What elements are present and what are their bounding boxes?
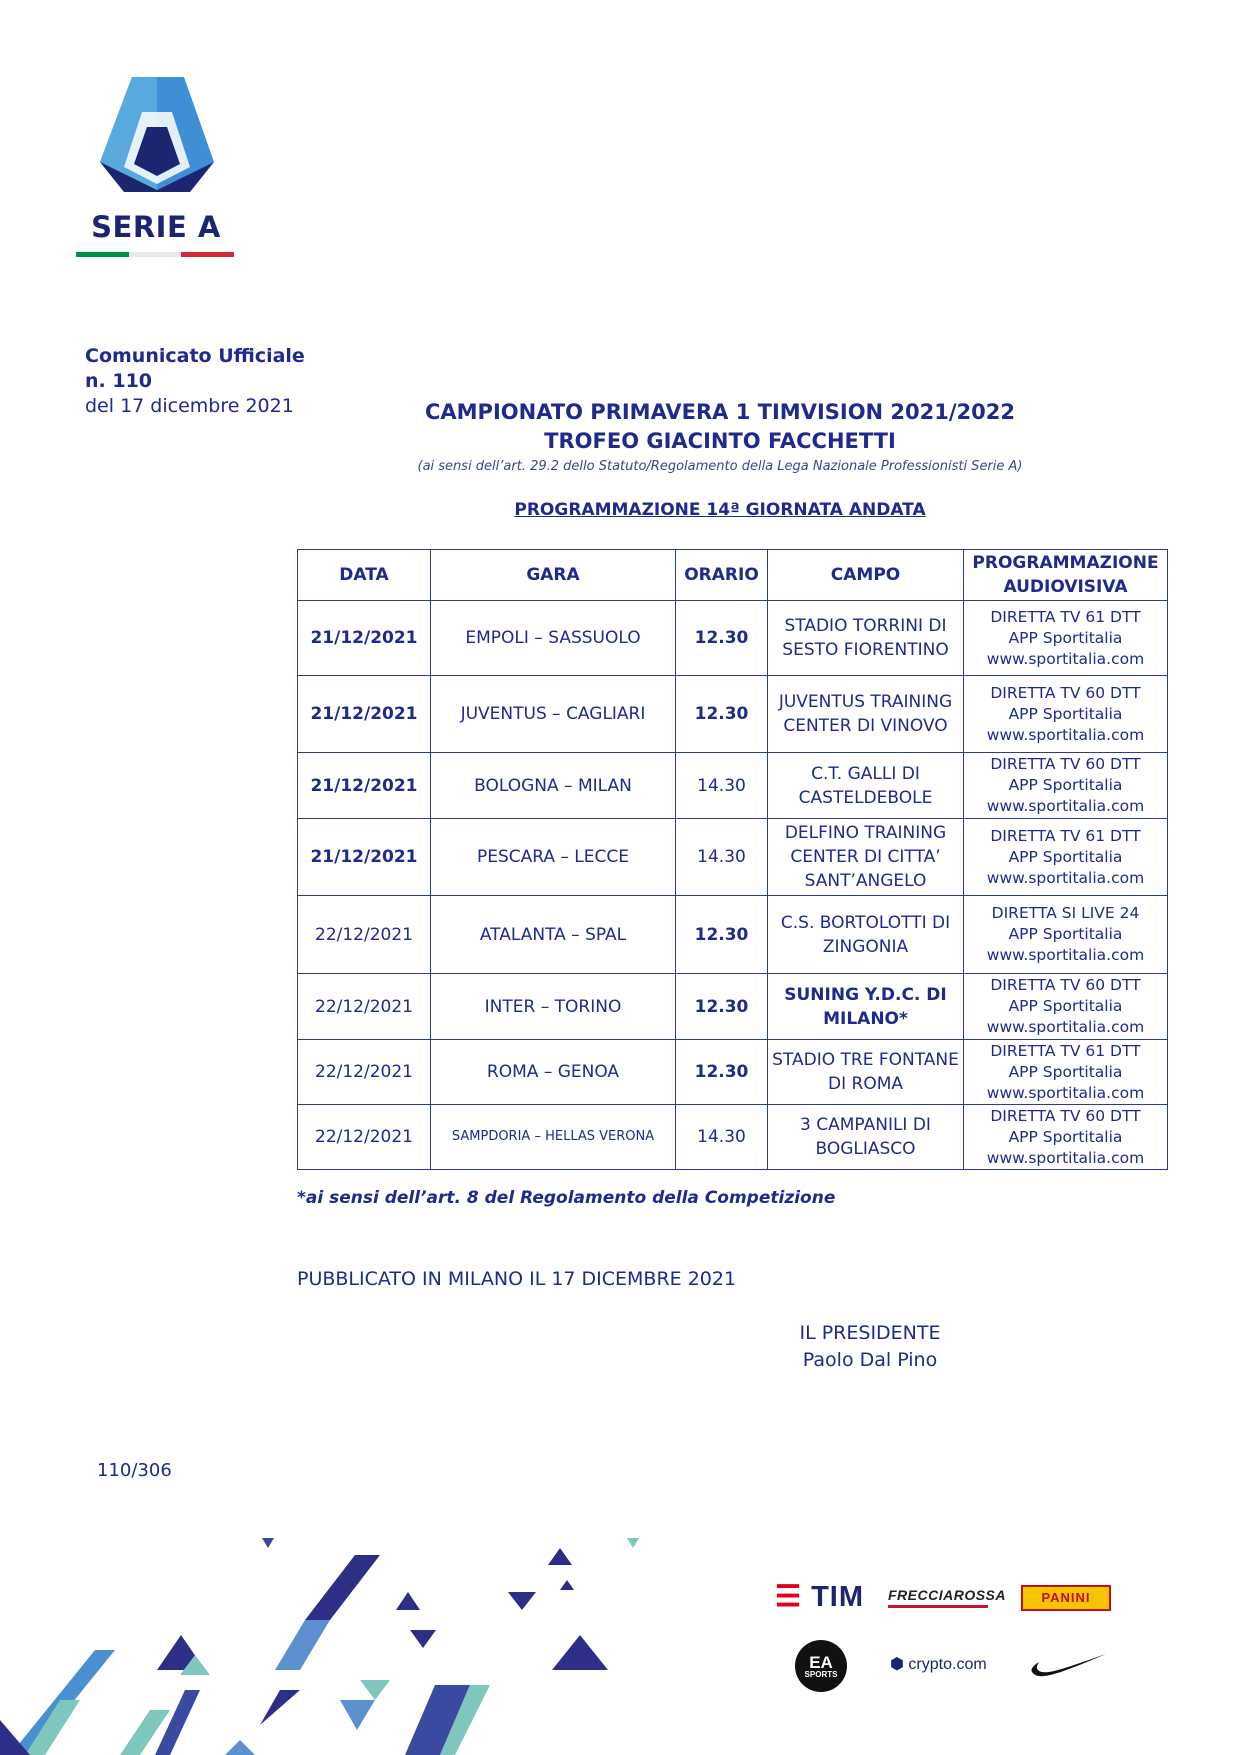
broadcast-channel: DIRETTA TV 61 DTT [990, 1041, 1141, 1060]
cell-date: 21/12/2021 [298, 753, 431, 819]
frecciarossa-logo: FRECCIAROSSA [888, 1587, 1007, 1603]
broadcast-channel: DIRETTA TV 60 DTT [990, 976, 1141, 994]
cell-broadcast [964, 601, 1168, 676]
cell-venue: DELFINO TRAINING CENTER DI CITTA’ SANT’ANGELO [768, 819, 964, 896]
published-line: PUBBLICATO IN MILANO IL 17 DICEMBRE 2021 [297, 1268, 737, 1290]
cell-match: JUVENTUS – CAGLIARI [431, 676, 676, 753]
italian-flag-bar [76, 252, 234, 257]
broadcast-app: APP Sportitalia [1008, 628, 1123, 647]
schedule-table [297, 549, 1168, 1170]
cell-broadcast [964, 819, 1168, 896]
cell-broadcast [964, 1040, 1168, 1105]
crypto-shield-icon: ⬢ [890, 1656, 904, 1673]
cell-match: PESCARA – LECCE [431, 819, 676, 896]
cell-venue: JUVENTUS TRAINING CENTER DI VINOVO [768, 676, 964, 753]
ea-sub-text: SPORTS [804, 1670, 838, 1679]
crypto-text: crypto.com [908, 1656, 987, 1673]
cell-time: 12.30 [676, 974, 768, 1040]
broadcast-channel: DIRETTA TV 61 DTT [990, 826, 1141, 845]
broadcast-app: APP Sportitalia [1008, 704, 1123, 723]
header-data: DATA [298, 550, 431, 601]
cell-broadcast [964, 676, 1168, 753]
cell-venue: 3 CAMPANILI DI BOGLIASCO [768, 1105, 964, 1170]
cell-time: 12.30 [676, 1040, 768, 1105]
cell-match: ATALANTA – SPAL [431, 896, 676, 974]
broadcast-channel: DIRETTA TV 60 DTT [990, 1106, 1141, 1125]
table-row [298, 1040, 1168, 1105]
broadcast-channel: DIRETTA TV 61 DTT [990, 607, 1141, 626]
cell-match: EMPOLI – SASSUOLO [431, 601, 676, 676]
tim-logo [775, 1579, 864, 1614]
cell-time: 12.30 [676, 601, 768, 676]
page-number: 110/306 [97, 1460, 172, 1481]
table-row [298, 676, 1168, 753]
signature-name: Paolo Dal Pino [802, 1349, 938, 1371]
cell-broadcast [964, 1105, 1168, 1170]
header-campo: CAMPO [768, 550, 964, 601]
broadcast-url: www.sportitalia.com [986, 797, 1145, 815]
table-row [298, 896, 1168, 974]
cell-match: BOLOGNA – MILAN [431, 753, 676, 819]
cell-venue: C.S. BORTOLOTTI DI ZINGONIA [768, 896, 964, 974]
broadcast-url: www.sportitalia.com [986, 649, 1145, 668]
cell-date: 22/12/2021 [298, 1040, 431, 1105]
cell-match: SAMPDORIA – HELLAS VERONA [431, 1105, 676, 1170]
communique-header [85, 344, 305, 419]
cell-match: INTER – TORINO [431, 974, 676, 1040]
broadcast-url: www.sportitalia.com [986, 725, 1145, 744]
header-programmazione: PROGRAMMAZIONE AUDIOVISIVA [964, 550, 1168, 601]
page-title: CAMPIONATO PRIMAVERA 1 TIMVISION 2021/2022 [425, 400, 1015, 424]
broadcast-url: www.sportitalia.com [986, 868, 1145, 887]
communique-date: del 17 dicembre 2021 [85, 395, 294, 417]
signature-block [770, 1320, 970, 1374]
frecciarossa-underline [888, 1605, 988, 1608]
cell-broadcast [964, 896, 1168, 974]
broadcast-app: APP Sportitalia [1008, 925, 1123, 943]
crypto-logo [890, 1654, 987, 1674]
table-header-row [298, 550, 1168, 601]
cell-date: 22/12/2021 [298, 1105, 431, 1170]
broadcast-app: APP Sportitalia [1008, 847, 1123, 866]
nike-swoosh-icon [1030, 1650, 1108, 1680]
logo-text: SERIE A [91, 210, 221, 244]
cell-time: 14.30 [676, 819, 768, 896]
broadcast-app: APP Sportitalia [1008, 997, 1123, 1015]
broadcast-channel: DIRETTA TV 60 DTT [990, 755, 1141, 773]
cell-date: 22/12/2021 [298, 974, 431, 1040]
ea-sports-logo [795, 1640, 847, 1692]
broadcast-app: APP Sportitalia [1008, 776, 1123, 794]
cell-time: 12.30 [676, 676, 768, 753]
broadcast-channel: DIRETTA SI LIVE 24 [991, 904, 1140, 922]
cell-venue: SUNING Y.D.C. DI MILANO* [768, 974, 964, 1040]
cell-date: 21/12/2021 [298, 676, 431, 753]
cell-venue: C.T. GALLI DI CASTELDEBOLE [768, 753, 964, 819]
panini-logo: PANINI [1021, 1585, 1111, 1611]
cell-time: 14.30 [676, 1105, 768, 1170]
tim-mark-icon: ☰ [775, 1581, 802, 1613]
page-subtitle: TROFEO GIACINTO FACCHETTI [544, 429, 896, 453]
broadcast-app: APP Sportitalia [1008, 1127, 1123, 1146]
communique-number: n. 110 [85, 370, 153, 392]
table-row [298, 974, 1168, 1040]
table-row [298, 819, 1168, 896]
cell-broadcast [964, 753, 1168, 819]
cell-date: 21/12/2021 [298, 601, 431, 676]
cell-venue: STADIO TORRINI DI SESTO FIORENTINO [768, 601, 964, 676]
cell-broadcast [964, 974, 1168, 1040]
table-row [298, 1105, 1168, 1170]
broadcast-channel: DIRETTA TV 60 DTT [990, 683, 1141, 702]
ea-text: EA [809, 1653, 833, 1672]
cell-match: ROMA – GENOA [431, 1040, 676, 1105]
cell-date: 22/12/2021 [298, 896, 431, 974]
cell-time: 14.30 [676, 753, 768, 819]
decorative-triangles-icon [0, 1510, 640, 1755]
footnote: *ai sensi dell’art. 8 del Regolamento della Competizione [297, 1188, 836, 1208]
cell-venue: STADIO TRE FONTANE DI ROMA [768, 1040, 964, 1105]
broadcast-url: www.sportitalia.com [986, 1083, 1145, 1102]
cell-time: 12.30 [676, 896, 768, 974]
signature-role: IL PRESIDENTE [799, 1322, 941, 1344]
cell-date: 21/12/2021 [298, 819, 431, 896]
communique-label: Comunicato Ufficiale [85, 345, 305, 367]
table-row [298, 601, 1168, 676]
tim-text: TIM [811, 1581, 864, 1613]
broadcast-url: www.sportitalia.com [986, 1018, 1145, 1036]
broadcast-app: APP Sportitalia [1008, 1062, 1123, 1081]
broadcast-url: www.sportitalia.com [986, 946, 1145, 964]
header-gara: GARA [431, 550, 676, 601]
legal-note: (ai sensi dell’art. 29.2 dello Statuto/Regolamento della Lega Nazionale Professionisti Serie A) [417, 459, 1023, 474]
table-row [298, 753, 1168, 819]
broadcast-url: www.sportitalia.com [986, 1148, 1145, 1167]
program-heading: PROGRAMMAZIONE 14ª GIORNATA ANDATA [514, 500, 926, 520]
header-orario: ORARIO [676, 550, 768, 601]
